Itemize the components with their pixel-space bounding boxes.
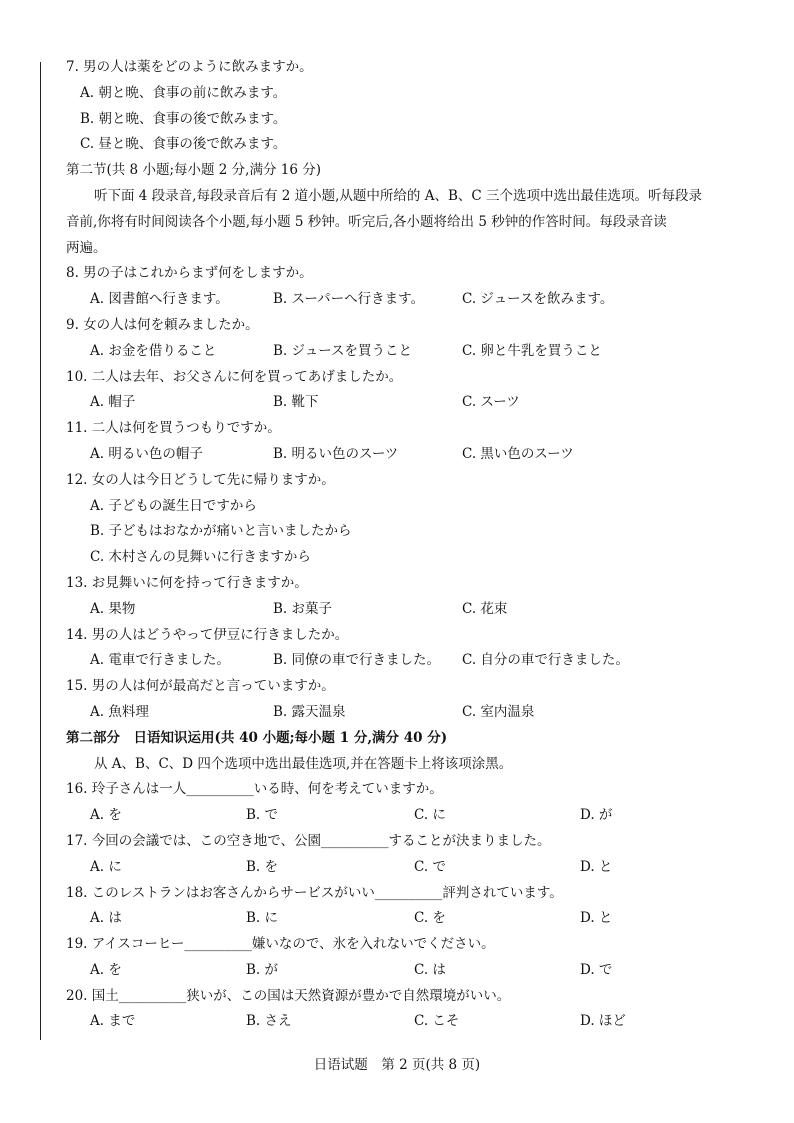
option-b: B. 靴下 (273, 394, 319, 411)
option-b: B. 同僚の車で行きました。 (273, 652, 441, 669)
option-c: C. は (414, 961, 446, 978)
question-20: 20. 国土__________狭いが、この国は天然資源が豊かで自然環境がいい。 (66, 987, 511, 1004)
option-a: A. お金を借りること (90, 342, 217, 359)
option-a: A. まで (90, 1013, 136, 1030)
options-14 (66, 648, 766, 674)
options-16 (66, 803, 766, 829)
question-7: 7. 男の人は薬をどのように飲みますか。 (66, 59, 313, 75)
option-b: B. ジュースを買うこと (273, 342, 413, 359)
options-19 (66, 958, 766, 984)
option-a: A. に (90, 858, 122, 875)
question-18: 18. このレストランはお客さんからサービスがいい__________評判されています。 (66, 884, 563, 901)
question-10: 10. 二人は去年、お父さんに何を買ってあげましたか。 (66, 368, 403, 385)
option-12c: C. 木村さんの見舞いに行きますから (90, 549, 311, 566)
option-a: A. 魚料理 (90, 703, 149, 720)
options-15 (66, 700, 766, 726)
section-instructions-1: 听下面 4 段录音,每段录音后有 2 道小题,从题中所给的 A、B、C 三个选项中选出最佳选项。听每段录 (94, 187, 703, 204)
options-8 (66, 287, 766, 313)
binding-margin-line (40, 62, 41, 1040)
question-8: 8. 男の子はこれからまず何をしますか。 (66, 265, 313, 282)
option-c: C. ジュースを飲みます。 (462, 291, 614, 308)
option-d: D. が (580, 807, 613, 824)
option-a: A. 図書館へ行きます。 (90, 291, 229, 308)
option-12b: B. 子どもはおなかが痛いと言いましたから (90, 523, 352, 540)
options-20 (66, 1009, 766, 1035)
option-c: C. スーツ (462, 394, 520, 411)
option-c: C. 黒い色のスーツ (462, 445, 574, 462)
question-15: 15. 男の人は何が最高だと言っていますか。 (66, 678, 335, 695)
option-c: C. 室内温泉 (462, 703, 535, 720)
option-b: B. スーパーへ行きます。 (273, 291, 425, 308)
options-10 (66, 390, 766, 416)
section-instructions-3: 两遍。 (66, 239, 107, 256)
option-d: D. ほど (580, 1013, 626, 1030)
question-11: 11. 二人は何を買うつもりですか。 (66, 420, 281, 437)
option-b: B. 露天温泉 (273, 703, 346, 720)
options-17 (66, 855, 766, 881)
option-7b: B. 朝と晩、食事の後で飲みます。 (80, 110, 287, 127)
option-d: D. と (580, 910, 613, 927)
section-instructions-2: 音前,你将有时间阅读各个小题,每小题 5 秒钟。听完后,各小题将给出 5 秒钟的作答时间。每段录音读 (66, 213, 667, 230)
option-a: A. を (90, 807, 122, 824)
option-b: B. さえ (246, 1013, 292, 1030)
option-c: C. を (414, 910, 446, 927)
option-d: D. と (580, 858, 613, 875)
options-18 (66, 906, 766, 932)
page-footer: 日语试题 第 2 页(共 8 页) (313, 1057, 481, 1073)
option-c: C. 卵と牛乳を買うこと (462, 342, 602, 359)
option-c: C. 自分の車で行きました。 (462, 652, 629, 669)
question-13: 13. お見舞いに何を持って行きますか。 (66, 574, 308, 591)
option-12a: A. 子どもの誕生日ですから (90, 497, 257, 514)
option-b: B. に (246, 910, 279, 927)
option-a: A. 電車で行きました。 (90, 652, 230, 669)
options-11 (66, 442, 766, 468)
option-a: A. を (90, 961, 122, 978)
option-b: B. お菓子 (273, 600, 333, 617)
option-a: A. 帽子 (90, 394, 136, 411)
option-7c: C. 昼と晩、食事の後で飲みます。 (80, 136, 287, 153)
section-heading: 第二节(共 8 小题;每小题 2 分,满分 16 分) (66, 162, 321, 179)
options-13 (66, 597, 766, 623)
option-a: A. 果物 (90, 600, 136, 617)
option-d: D. で (580, 961, 613, 978)
question-19: 19. アイスコーヒー__________嫌いなので、氷を入れないでください。 (66, 936, 495, 953)
question-9: 9. 女の人は何を頼みましたか。 (66, 316, 259, 333)
part-heading: 第二部分 日语知识运用(共 40 小题;每小题 1 分,满分 40 分) (66, 729, 448, 746)
option-b: B. が (246, 961, 279, 978)
option-b: B. を (246, 858, 279, 875)
options-9 (66, 339, 766, 365)
option-7a: A. 朝と晩、食事の前に飲みます。 (80, 84, 287, 101)
part-instructions: 从 A、B、C、D 四个选项中选出最佳选项,并在答题卡上将该项涂黑。 (94, 755, 513, 772)
question-14: 14. 男の人はどうやって伊豆に行きましたか。 (66, 626, 349, 643)
option-c: C. こそ (414, 1013, 460, 1030)
question-16: 16. 玲子さんは一人__________いる時、何を考えていますか。 (66, 781, 443, 798)
option-a: A. は (90, 910, 122, 927)
option-b: B. 明るい色のスーツ (273, 445, 399, 462)
option-c: C. 花束 (462, 600, 508, 617)
option-a: A. 明るい色の帽子 (90, 445, 203, 462)
option-c: C. で (414, 858, 446, 875)
question-12: 12. 女の人は今日どうして先に帰りますか。 (66, 471, 335, 488)
page-content (66, 55, 766, 1035)
question-17: 17. 今回の会議では、この空き地で、公園__________することが決まりました。 (66, 832, 551, 849)
option-c: C. に (414, 807, 446, 824)
option-b: B. で (246, 807, 279, 824)
